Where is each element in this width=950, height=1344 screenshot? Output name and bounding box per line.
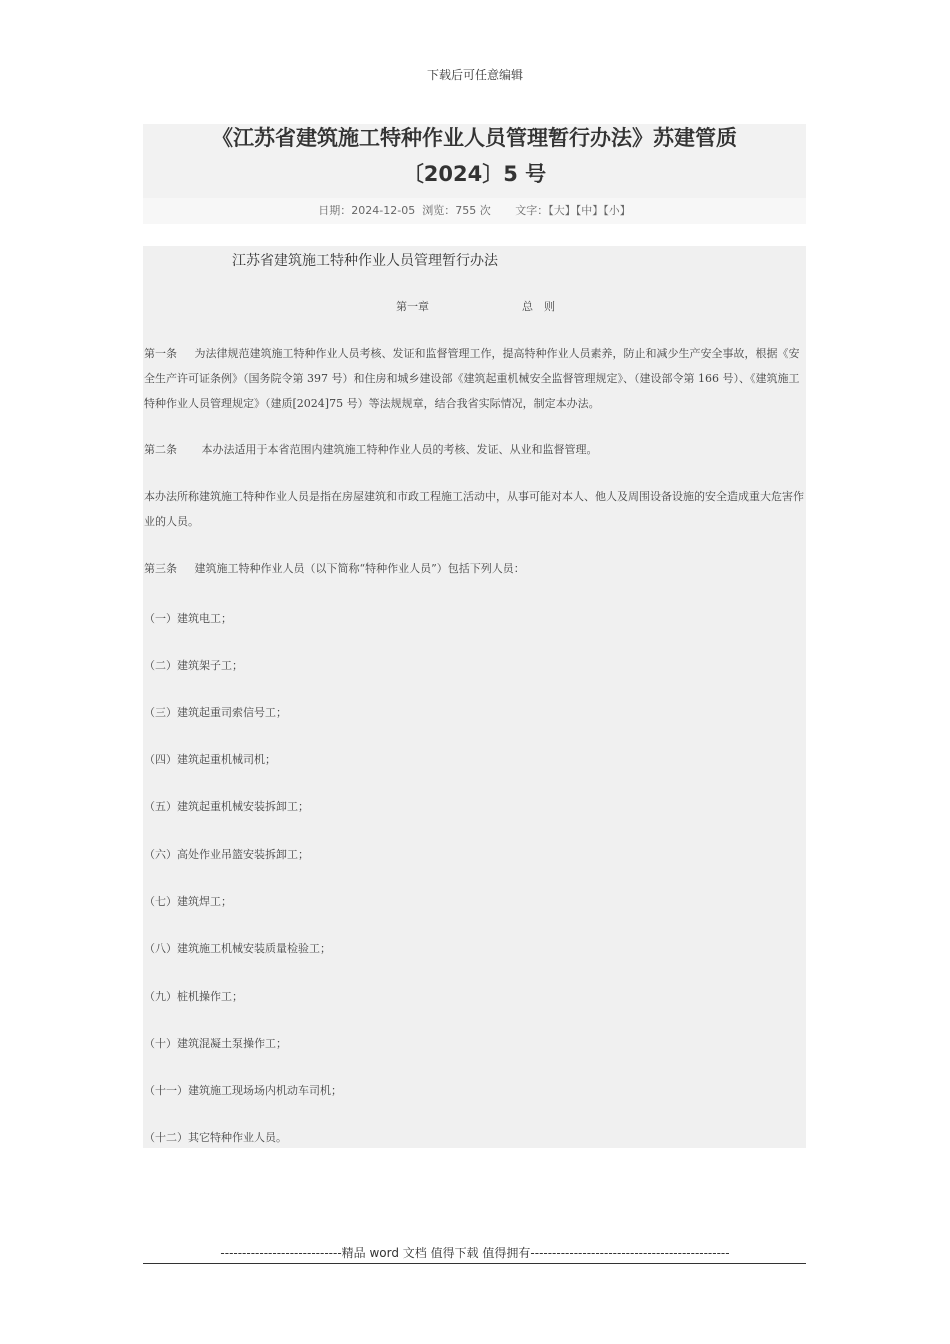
article-title-line2: 〔2024〕5 号	[402, 162, 547, 186]
list-item: （六）高处作业吊篮安装拆卸工；	[144, 848, 309, 861]
list-item: （十一）建筑施工现场场内机动车司机；	[144, 1084, 342, 1097]
date-label: 日期：	[318, 204, 352, 217]
article-3-text: 建筑施工特种作业人员（以下简称“特种作业人员”）包括下列人员：	[194, 562, 525, 575]
list-item: （七）建筑焊工；	[144, 895, 232, 908]
list-item: （二）建筑架子工；	[144, 659, 243, 672]
article-3-label: 第三条	[144, 562, 177, 575]
views-label: 浏览：	[422, 204, 456, 217]
article-2-label: 第二条	[144, 443, 177, 456]
publish-date: 2024-12-05	[351, 204, 416, 217]
font-medium-link[interactable]: 【中】	[575, 204, 604, 217]
font-small-link[interactable]: 【小】	[603, 204, 631, 217]
chapter-name: 总 则	[522, 300, 555, 313]
font-size-label: 文字：	[515, 204, 549, 217]
list-item: （四）建筑起重机械司机；	[144, 753, 276, 766]
list-item: （九）桩机操作工；	[144, 990, 243, 1003]
list-item: （五）建筑起重机械安装拆卸工；	[144, 800, 309, 813]
document-title: 江苏省建筑施工特种作业人员管理暂行办法	[232, 253, 498, 269]
download-note: 下载后可任意编辑	[426, 68, 523, 82]
article-title-line1: 《江苏省建筑施工特种作业人员管理暂行办法》苏建管质	[212, 126, 737, 150]
article-body	[143, 246, 806, 1148]
list-item: （八）建筑施工机械安装质量检验工；	[144, 942, 331, 955]
article-2	[144, 437, 804, 462]
chapter-number: 第一章	[396, 300, 429, 313]
article-1-label: 第一条	[144, 347, 177, 360]
list-item: （一）建筑电工；	[144, 612, 232, 625]
footer-divider	[143, 1263, 806, 1264]
list-item: （十二）其它特种作业人员。	[144, 1131, 287, 1144]
article-meta-bar	[143, 198, 806, 224]
list-item: （三）建筑起重司索信号工；	[144, 706, 287, 719]
article-title-box	[143, 124, 806, 198]
article-2-note: 本办法所称建筑施工特种作业人员是指在房屋建筑和市政工程施工活动中，从事可能对本人、他人及周围设备设施的安全造成重大危害作业的人员。	[144, 490, 804, 528]
list-item: （十）建筑混凝土泵操作工；	[144, 1037, 287, 1050]
article-3	[144, 556, 804, 581]
footer-note: ----------------------------精品 word 文档 值得下载 值得拥有----------------------------------------------	[220, 1246, 730, 1260]
article-1-text: 为法律规范建筑施工特种作业人员考核、发证和监督管理工作，提高特种作业人员素养，防止和减少生产安全事故，根据《安全生产许可证条例》（国务院令第 397 号）和住房和城乡建设部《建筑起重机械安全监督管理规定》、（建设部令第 166 号）、《建筑施工特种作业人员管理规定》（建质[2024]75 号）等法规规章，结合我省实际情况，制定本办法。	[144, 347, 800, 410]
article-1	[144, 341, 804, 416]
font-large-link[interactable]: 【大】	[548, 204, 576, 217]
view-count: 755 次	[455, 204, 491, 217]
article-2-text: 本办法适用于本省范围内建筑施工特种作业人员的考核、发证、从业和监督管理。	[201, 443, 598, 456]
